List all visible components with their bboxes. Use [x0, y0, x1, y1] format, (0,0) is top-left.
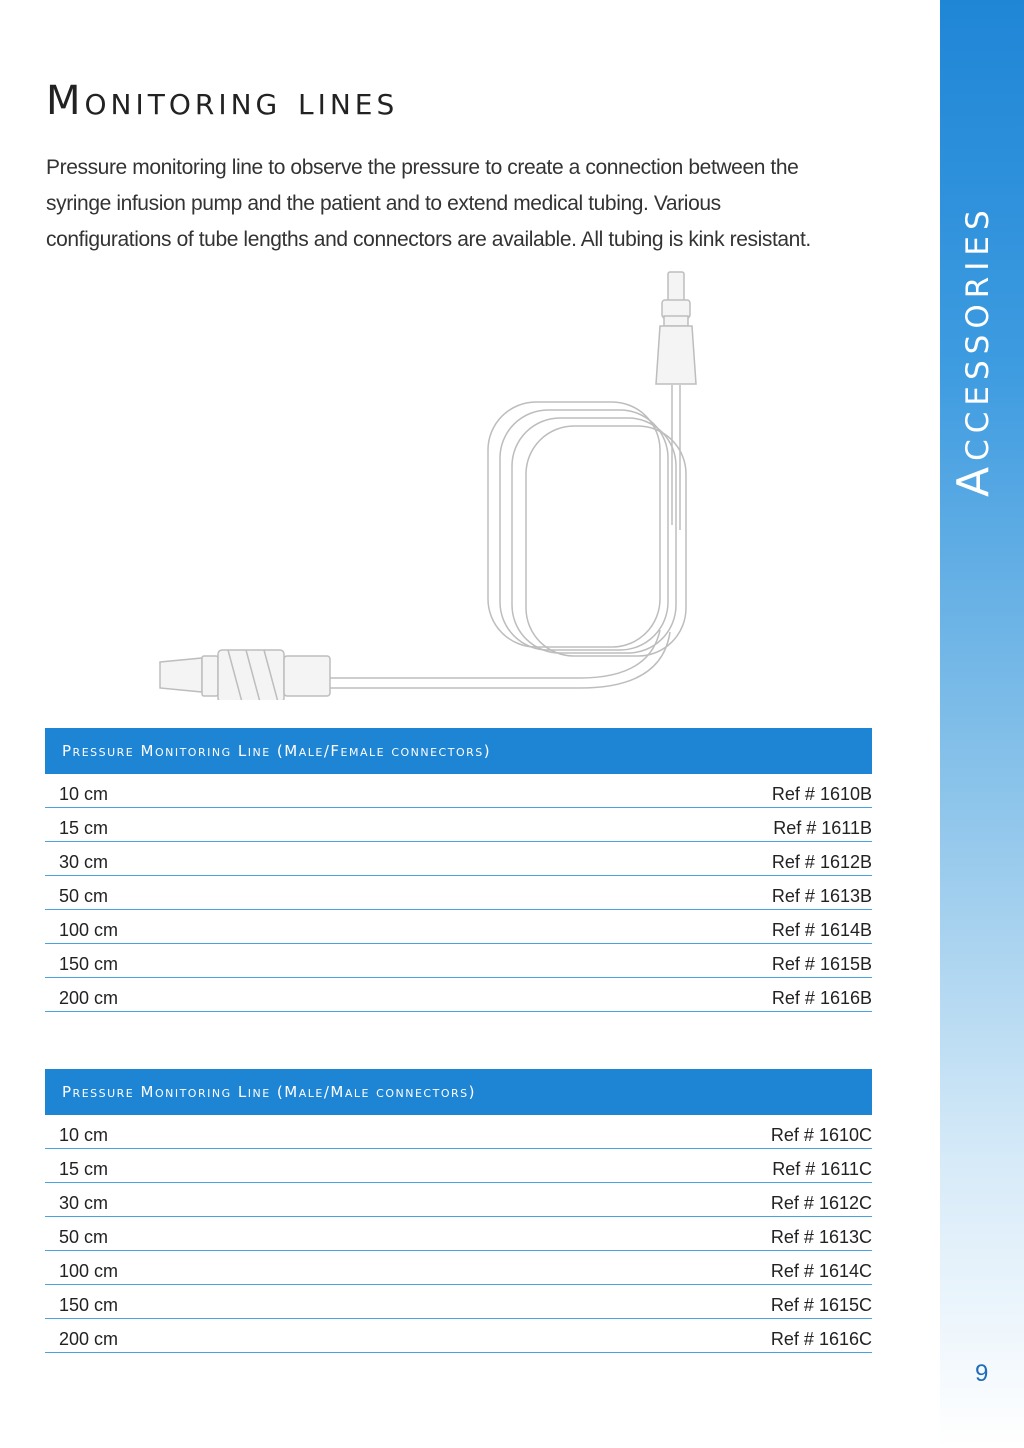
length-cell: 200 cm	[59, 1329, 119, 1349]
table-row	[45, 978, 872, 1012]
length-cell: 10 cm	[59, 784, 109, 804]
table-row	[45, 1217, 872, 1251]
ref-cell: Ref # 1615B	[771, 954, 872, 974]
ref-cell: Ref # 1615C	[770, 1295, 872, 1315]
tube-lead	[330, 630, 660, 678]
section-label: Accessories	[948, 204, 999, 497]
length-cell: 100 cm	[59, 1261, 119, 1281]
length-cell: 10 cm	[59, 1125, 109, 1145]
table-row	[45, 842, 872, 876]
page-number: 9	[975, 1360, 989, 1387]
table-row	[45, 910, 872, 944]
length-cell: 30 cm	[59, 1193, 109, 1213]
table-header: Pressure Monitoring Line (Male/Female connectors)	[45, 728, 872, 774]
length-cell: 50 cm	[59, 1227, 109, 1247]
ref-cell: Ref # 1612C	[770, 1193, 872, 1213]
ref-cell: Ref # 1611C	[772, 1159, 872, 1179]
length-cell: 15 cm	[59, 1159, 109, 1179]
table-row	[45, 1251, 872, 1285]
table-row	[45, 1285, 872, 1319]
table-row	[45, 1319, 872, 1353]
monitoring-line-illustration	[150, 260, 710, 700]
ref-cell: Ref # 1614B	[771, 920, 872, 940]
length-cell: 30 cm	[59, 852, 109, 872]
ref-cell: Ref # 1616B	[771, 988, 872, 1008]
table-row	[45, 808, 872, 842]
table-row	[45, 944, 872, 978]
page-title: Monitoring lines	[46, 78, 399, 124]
tube-loop	[526, 426, 686, 656]
table-row	[45, 876, 872, 910]
ref-cell: Ref # 1612B	[771, 852, 872, 872]
tube-loop	[488, 402, 660, 647]
length-cell: 50 cm	[59, 886, 109, 906]
ref-cell: Ref # 1610B	[771, 784, 872, 804]
length-cell: 200 cm	[59, 988, 119, 1008]
spec-table-male-male	[45, 1069, 872, 1353]
length-cell: 15 cm	[59, 818, 109, 838]
ref-cell: Ref # 1616C	[770, 1329, 872, 1349]
tube-lead	[330, 632, 670, 688]
table-row	[45, 1149, 872, 1183]
intro-paragraph: Pressure monitoring line to observe the pressure to create a connection between the syringe infusion pump and the patient and to extend medical tubing. Various configurations of tube lengths and connectors are available. All tubing is kink resistant.	[46, 156, 811, 251]
table-row	[45, 1183, 872, 1217]
spec-table-male-female	[45, 728, 872, 1012]
table-header: Pressure Monitoring Line (Male/Male connectors)	[45, 1069, 872, 1115]
ref-cell: Ref # 1611B	[773, 818, 872, 838]
tube-loop	[500, 410, 668, 650]
tube-loop	[512, 418, 676, 653]
table-row	[45, 774, 872, 808]
length-cell: 150 cm	[59, 1295, 119, 1315]
table-row	[45, 1115, 872, 1149]
ref-cell: Ref # 1613C	[770, 1227, 872, 1247]
length-cell: 150 cm	[59, 954, 119, 974]
ref-cell: Ref # 1610C	[770, 1125, 872, 1145]
male-connector-top	[656, 272, 696, 384]
length-cell: 100 cm	[59, 920, 119, 940]
ref-cell: Ref # 1614C	[770, 1261, 872, 1281]
ref-cell: Ref # 1613B	[771, 886, 872, 906]
female-connector-bottom	[160, 650, 330, 700]
